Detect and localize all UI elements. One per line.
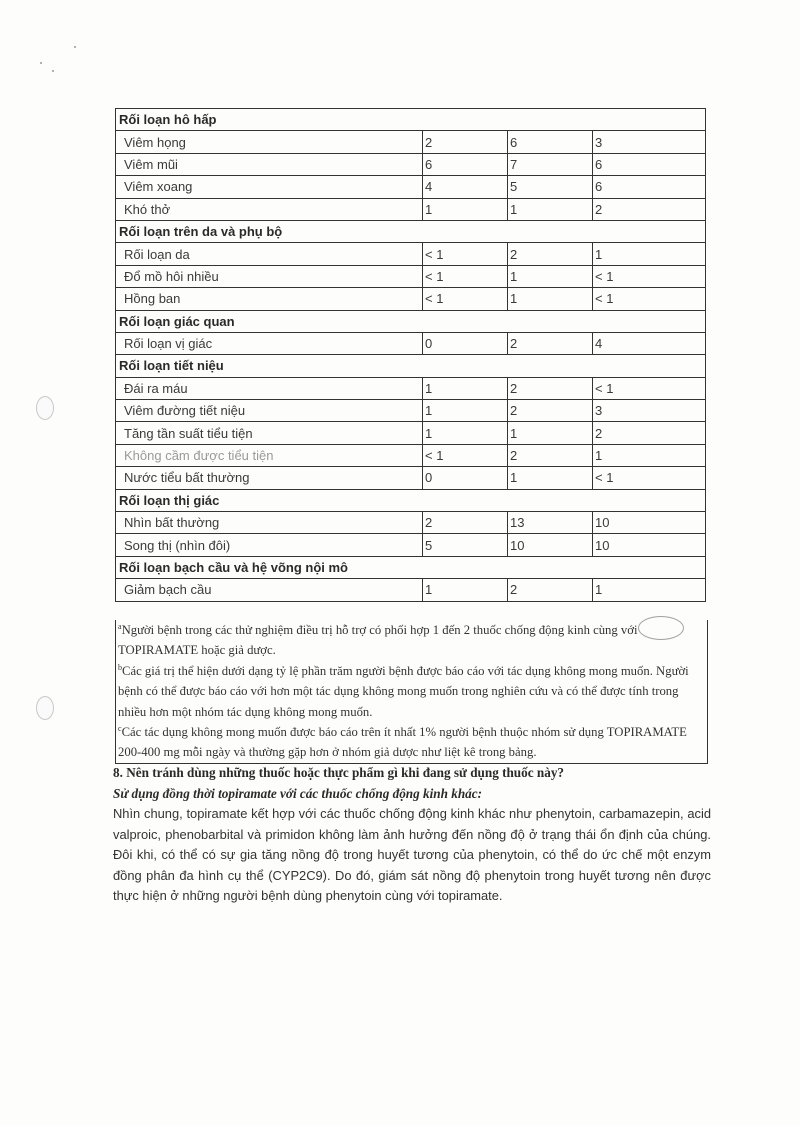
scan-speck <box>52 70 54 72</box>
effect-name: Song thị (nhìn đôi) <box>124 537 231 553</box>
table-category-row <box>116 310 706 332</box>
table-category-row <box>116 489 706 511</box>
effect-name-cell <box>116 176 423 198</box>
effect-name-cell <box>116 377 423 399</box>
effect-name: Nhìn bất thường <box>124 515 220 531</box>
effect-name: Không cầm được tiểu tiện <box>124 448 274 464</box>
category-label: Rối loạn trên da và phụ bộ <box>116 220 706 242</box>
section-8 <box>113 762 711 907</box>
footnote-a: $^a$Người bệnh trong các thử nghiệm điều trị hỗ trợ có phối hợp 1 đến 2 thuốc chống động kinh cùng với TOPIRAMATE hoặc giả dược. <box>118 622 638 658</box>
value-cell: 4 <box>593 332 706 354</box>
section-heading: 8. Nên tránh dùng những thuốc hoặc thực phẩm gì khi đang sử dụng thuốc này? <box>113 765 565 780</box>
effect-name: Tăng tần suất tiểu tiện <box>124 425 253 441</box>
value-cell: 2 <box>508 444 593 466</box>
effect-name: Khó thở <box>124 201 171 217</box>
effect-name-cell <box>116 444 423 466</box>
value-cell: 1 <box>508 422 593 444</box>
effect-name: Giảm bạch cầu <box>124 582 212 598</box>
value-cell: 2 <box>423 512 508 534</box>
value-cell: < 1 <box>423 288 508 310</box>
value-cell: 6 <box>593 153 706 175</box>
table-footnotes <box>115 620 708 764</box>
table-category-row <box>116 355 706 377</box>
value-cell: 2 <box>593 422 706 444</box>
category-label: Rối loạn hô hấp <box>116 109 706 131</box>
effect-name: Nước tiểu bất thường <box>124 470 250 486</box>
table-row <box>116 512 706 534</box>
effect-name: Rối loạn vị giác <box>124 336 213 352</box>
effect-name: Đổ mồ hôi nhiều <box>124 268 219 284</box>
scan-speck <box>74 46 76 48</box>
value-cell: 1 <box>423 422 508 444</box>
effect-name: Rối loạn da <box>124 246 190 262</box>
value-cell: 6 <box>508 131 593 153</box>
effect-name-cell <box>116 153 423 175</box>
table-row <box>116 288 706 310</box>
value-cell: 1 <box>508 288 593 310</box>
value-cell: 10 <box>593 534 706 556</box>
value-cell: 4 <box>423 176 508 198</box>
effect-name-cell <box>116 332 423 354</box>
value-cell: < 1 <box>593 467 706 489</box>
value-cell: 1 <box>508 467 593 489</box>
value-cell: 1 <box>423 400 508 422</box>
table-category-row <box>116 109 706 131</box>
value-cell: 3 <box>593 131 706 153</box>
effect-name: Viêm họng <box>124 134 186 150</box>
value-cell: 1 <box>593 579 706 601</box>
table-row <box>116 131 706 153</box>
value-cell: 6 <box>593 176 706 198</box>
effect-name-cell <box>116 243 423 265</box>
value-cell: 10 <box>593 512 706 534</box>
value-cell: 1 <box>423 198 508 220</box>
value-cell: 1 <box>508 265 593 287</box>
table-row <box>116 579 706 601</box>
adverse-effects-table <box>115 108 706 602</box>
value-cell: < 1 <box>423 265 508 287</box>
value-cell: < 1 <box>423 243 508 265</box>
value-cell: 1 <box>423 579 508 601</box>
effect-name-cell <box>116 512 423 534</box>
effect-name: Viêm xoang <box>124 179 193 195</box>
effect-name-cell <box>116 467 423 489</box>
footnote-c: $^c$Các tác dụng không mong muốn được báo cáo trên ít nhất 1% người bệnh thuộc nhóm sử dụng TOPIRAMATE 200-400 mg mỗi ngày và thường gặp hơn ở nhóm giả dược như liệt kê trong bảng. <box>118 724 687 760</box>
value-cell: 0 <box>423 332 508 354</box>
value-cell: 0 <box>423 467 508 489</box>
table-category-row <box>116 220 706 242</box>
effect-name: Viêm đường tiết niệu <box>124 403 246 419</box>
value-cell: < 1 <box>423 444 508 466</box>
effect-name-cell <box>116 422 423 444</box>
category-label: Rối loạn tiết niệu <box>116 355 706 377</box>
value-cell: 6 <box>423 153 508 175</box>
table-row <box>116 265 706 287</box>
table-row <box>116 534 706 556</box>
effect-name-cell <box>116 131 423 153</box>
value-cell: 1 <box>423 377 508 399</box>
value-cell: < 1 <box>593 377 706 399</box>
table-row <box>116 198 706 220</box>
scan-speck <box>40 62 42 64</box>
category-label: Rối loạn bạch cầu và hệ võng nội mô <box>116 556 706 578</box>
table-row <box>116 422 706 444</box>
effect-name-cell <box>116 534 423 556</box>
value-cell: 5 <box>423 534 508 556</box>
value-cell: 7 <box>508 153 593 175</box>
effect-name: Hồng ban <box>124 291 181 307</box>
value-cell: 5 <box>508 176 593 198</box>
value-cell: 2 <box>508 243 593 265</box>
table-category-row <box>116 556 706 578</box>
value-cell: 3 <box>593 400 706 422</box>
effect-name: Viêm mũi <box>124 156 178 172</box>
value-cell: 13 <box>508 512 593 534</box>
value-cell: 2 <box>508 400 593 422</box>
table-row <box>116 444 706 466</box>
value-cell: 1 <box>593 243 706 265</box>
table-row <box>116 467 706 489</box>
footnote-b: $^b$Các giá trị thể hiện dưới dạng tỷ lệ phần trăm người bệnh được báo cáo với tác dụng không mong muốn. Người bệnh có thể được báo cáo với hơn một tác dụng không mong muốn trong nghiên cứu và có thể được tính trong nhiều hơn một nhóm tác dụng không mong muốn. <box>118 662 689 719</box>
effect-name-cell <box>116 579 423 601</box>
table-row <box>116 400 706 422</box>
effect-name-cell <box>116 400 423 422</box>
effect-name-cell <box>116 288 423 310</box>
value-cell: 10 <box>508 534 593 556</box>
value-cell: 1 <box>508 198 593 220</box>
value-cell: < 1 <box>593 265 706 287</box>
section-body: Nhìn chung, topiramate kết hợp với các thuốc chống động kinh khác như phenytoin, carbamazepin, acid valproic, phenobarbital và primidon không làm ảnh hưởng đến nồng độ ở trạng thái ổn định của chúng. Đôi khi, có thể có sự gia tăng nồng độ trong huyết tương của phenytoin, có thể do ức chế một enzym đồng phân đa hình cụ thể (CYP2C9). Do đó, giám sát nồng độ phenytoin trong huyết tương nên được thực hiện ở những người bệnh dùng phenytoin cùng với topiramate. <box>113 806 711 904</box>
value-cell: 2 <box>593 198 706 220</box>
value-cell: 2 <box>508 377 593 399</box>
value-cell: 2 <box>423 131 508 153</box>
table-row <box>116 332 706 354</box>
table-row <box>116 377 706 399</box>
table-row <box>116 243 706 265</box>
value-cell: 2 <box>508 579 593 601</box>
table-row <box>116 176 706 198</box>
category-label: Rối loạn giác quan <box>116 310 706 332</box>
section-subheading: Sử dụng đồng thời topiramate với các thuốc chống động kinh khác: <box>113 786 483 801</box>
table-row <box>116 153 706 175</box>
value-cell: 2 <box>508 332 593 354</box>
punch-hole-icon <box>36 396 54 420</box>
value-cell: < 1 <box>593 288 706 310</box>
stamp-mark-icon <box>638 616 684 640</box>
effect-name: Đái ra máu <box>124 380 188 396</box>
category-label: Rối loạn thị giác <box>116 489 706 511</box>
value-cell: 1 <box>593 444 706 466</box>
punch-hole-icon <box>36 696 54 720</box>
effect-name-cell <box>116 198 423 220</box>
effect-name-cell <box>116 265 423 287</box>
